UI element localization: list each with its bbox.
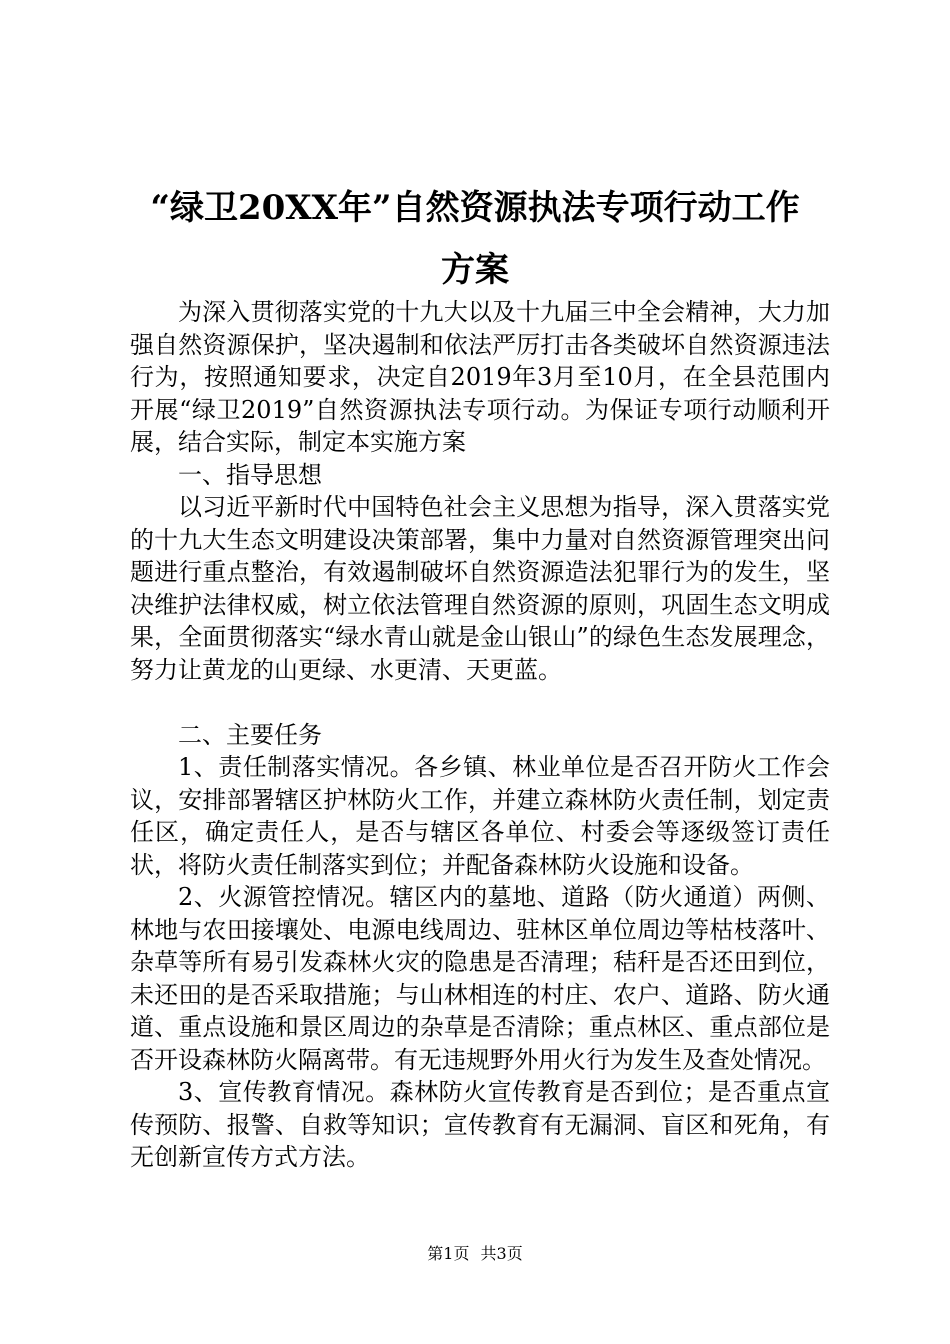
page-number-total: 共3页	[480, 1244, 523, 1263]
task-item-2: 2、火源管控情况。辖区内的墓地、道路（防火通道）两侧、林地与农田接壤处、电源电线周边、驻林区单位周边等枯枝落叶、杂草等所有易引发森林火灾的隐患是否清理；秸秆是否还田到位，未还田的是否采取措施；与山林相连的村庄、农户、道路、防火通道、重点设施和景区周边的杂草是否清除；重点林区、重点部位是否开设森林防火隔离带。有无违规野外用火行为发生及查处情况。	[130, 883, 830, 1074]
document-body	[130, 296, 830, 1174]
intro-paragraph: 为深入贯彻落实党的十九大以及十九届三中全会精神，大力加强自然资源保护，坚决遏制和依法严厉打击各类破坏自然资源违法行为，按照通知要求，决定自2019年3月至10月，在全县范围内开展“绿卫2019”自然资源执法专项行动。为保证专项行动顺利开展，结合实际，制定本实施方案	[130, 298, 830, 456]
section1-paragraph: 以习近平新时代中国特色社会主义思想为指导，深入贯落实党的十九大生态文明建设决策部署，集中力量对自然资源管理突出问题进行重点整治，有效遏制破坏自然资源造法犯罪行为的发生，坚决维护法律权威，树立依法管理自然资源的原则，巩固生态文明成果，全面贯彻落实“绿水青山就是金山银山”的绿色生态发展理念，努力让黄龙的山更绿、水更清、天更蓝。	[130, 493, 830, 684]
document-title-line2: 方案	[441, 250, 509, 290]
document-title-line1: “绿卫20XX年”自然资源执法专项行动工作	[150, 188, 800, 228]
section2-heading: 二、主要任务	[178, 720, 322, 749]
page-footer	[0, 1244, 950, 1264]
task-item-3: 3、宣传教育情况。森林防火宣传教育是否到位；是否重点宣传预防、报警、自救等知识；宣传教育有无漏洞、盲区和死角，有无创新宣传方式方法。	[130, 1078, 830, 1171]
blank-line	[130, 686, 830, 719]
page-number-current: 第1页	[427, 1244, 470, 1263]
task-item-1: 1、责任制落实情况。各乡镇、林业单位是否召开防火工作会议，安排部署辖区护林防火工作，并建立森林防火责任制，划定责任区，确定责任人，是否与辖区各单位、村委会等逐级签订责任状，将防火责任制落实到位；并配备森林防火设施和设备。	[130, 753, 830, 879]
section1-heading: 一、指导思想	[178, 460, 322, 489]
